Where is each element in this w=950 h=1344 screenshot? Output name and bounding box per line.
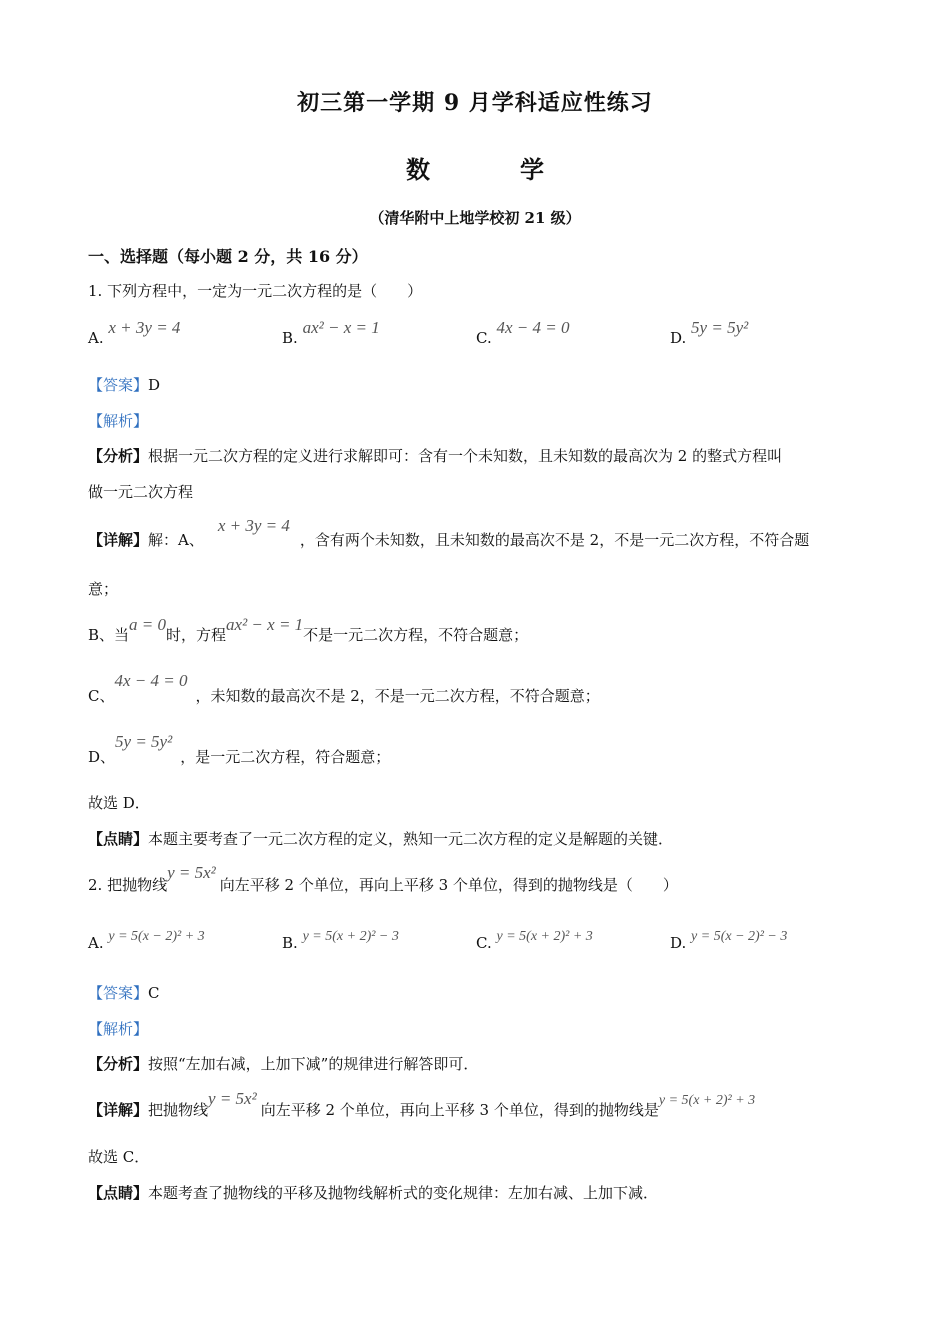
q2-option-b: [282, 926, 399, 952]
xj-c-post: ，未知数的最高次不是 2，不是一元二次方程，不符合题意；: [195, 687, 600, 705]
dianjing-text: 本题考查了抛物线的平移及抛物线解析式的变化规律：左加右减、上加下减．: [148, 1184, 659, 1202]
fenxi-text: 按照“左加右减，上加下减”的规律进行解答即可．: [148, 1055, 479, 1073]
xj-a-expr: x + 3y = 4: [217, 516, 290, 535]
option-label: C.: [476, 329, 492, 347]
xj-c-pre: C、: [88, 687, 115, 705]
answer-value: D: [148, 376, 161, 394]
q2-stem-pre: 2. 把抛物线: [88, 876, 168, 894]
q2-stem-post: 向左平移 2 个单位，再向上平移 3 个单位，得到的抛物线是（ ）: [219, 876, 678, 894]
option-label: D.: [670, 329, 687, 347]
fenxi-tag: 【分析】: [88, 1055, 149, 1073]
q1-guxuan: 故选 D．: [88, 794, 150, 812]
question-1-stem: 1. 下列方程中，一定为一元二次方程的是（ ）: [88, 282, 423, 300]
q2-fenxi: [88, 1053, 478, 1074]
answer-tag: 【答案】: [88, 376, 149, 394]
xj-b-mid: 时，方程: [166, 626, 227, 644]
option-expr: 5y = 5y²: [691, 318, 749, 337]
option-expr: y = 5(x + 2)² − 3: [302, 929, 399, 944]
xj-b-expr1: a = 0: [129, 615, 167, 634]
option-label: B.: [282, 934, 298, 952]
xj-expr2: y = 5(x + 2)² + 3: [658, 1093, 756, 1108]
q2-option-d: [670, 926, 788, 952]
option-expr: y = 5(x − 2)² + 3: [108, 929, 205, 944]
xj-a-post: ，含有两个未知数，且未知数的最高次不是 2，不是一元二次方程，不符合题: [299, 531, 810, 549]
xj-expr1: y = 5x²: [208, 1089, 257, 1108]
option-label: B.: [282, 329, 298, 347]
q2-option-c: [476, 926, 593, 952]
dianjing-tag: 【点睛】: [88, 830, 149, 848]
xj-d-expr: 5y = 5y²: [115, 732, 173, 751]
option-expr: ax² − x = 1: [302, 318, 380, 337]
xj-b-expr2: ax² − x = 1: [226, 615, 304, 634]
subject-heading: 数学: [406, 155, 634, 184]
q1-fenxi: [88, 445, 782, 466]
option-label: D.: [670, 934, 687, 952]
q2-answer: [88, 982, 160, 1003]
section-heading: 一、选择题（每小题 2 分，共 16 分）: [88, 247, 368, 266]
q1-xiangjie-a-cont: 意；: [88, 580, 119, 598]
q2-stem-expr: y = 5x²: [167, 863, 216, 882]
q1-fenxi-cont: 做一元二次方程: [88, 483, 194, 501]
q1-option-b: [282, 318, 380, 347]
xiangjie-tag: 【详解】: [88, 531, 149, 549]
xj-d-post: ，是一元二次方程，符合题意；: [180, 748, 391, 766]
xj-a-pre: 解：A、: [148, 531, 204, 549]
answer-value: C: [148, 984, 160, 1002]
question-2-stem: [88, 862, 678, 894]
q1-option-a: [88, 318, 181, 347]
q2-dianjing: [88, 1182, 658, 1203]
q1-option-c: [476, 318, 570, 347]
option-expr: x + 3y = 4: [108, 318, 181, 337]
xj-b-pre: B、当: [88, 626, 130, 644]
q1-dianjing: [88, 828, 673, 849]
option-label: C.: [476, 934, 492, 952]
xj-pre: 把抛物线: [148, 1101, 209, 1119]
page-title: 初三第一学期 9 月学科适应性练习: [297, 90, 653, 116]
q1-xiangjie-a: [88, 515, 810, 549]
option-label: A.: [88, 934, 104, 952]
q2-jiexi-tag: 【解析】: [88, 1020, 149, 1038]
fenxi-text: 根据一元二次方程的定义进行求解即可：含有一个未知数，且未知数的最高次为 2 的整式方程叫: [148, 447, 783, 465]
dianjing-tag: 【点睛】: [88, 1184, 149, 1202]
school-subtitle: （清华附中上地学校初 21 级）: [369, 209, 581, 227]
fenxi-tag: 【分析】: [88, 447, 149, 465]
option-expr: y = 5(x + 2)² + 3: [496, 929, 593, 944]
q1-xiangjie-b: [88, 614, 529, 644]
q2-option-a: [88, 926, 205, 952]
q1-jiexi-tag: 【解析】: [88, 412, 149, 430]
xj-b-post: 不是一元二次方程，不符合题意；: [303, 626, 529, 644]
option-expr: 4x − 4 = 0: [496, 318, 570, 337]
xj-c-expr: 4x − 4 = 0: [114, 671, 188, 690]
q1-option-d: [670, 318, 749, 347]
q1-answer: [88, 374, 160, 395]
xj-mid: 向左平移 2 个单位，再向上平移 3 个单位，得到的抛物线是: [260, 1101, 659, 1119]
q1-xiangjie-c: [88, 670, 600, 705]
q2-guxuan: 故选 C．: [88, 1148, 150, 1166]
answer-tag: 【答案】: [88, 984, 149, 1002]
xiangjie-tag: 【详解】: [88, 1101, 149, 1119]
option-expr: y = 5(x − 2)² − 3: [691, 929, 788, 944]
q1-xiangjie-d: [88, 731, 391, 766]
xj-d-pre: D、: [88, 748, 116, 766]
q2-xiangjie: [88, 1088, 756, 1119]
dianjing-text: 本题主要考查了一元二次方程的定义，熟知一元二次方程的定义是解题的关键．: [148, 830, 674, 848]
option-label: A.: [88, 329, 104, 347]
